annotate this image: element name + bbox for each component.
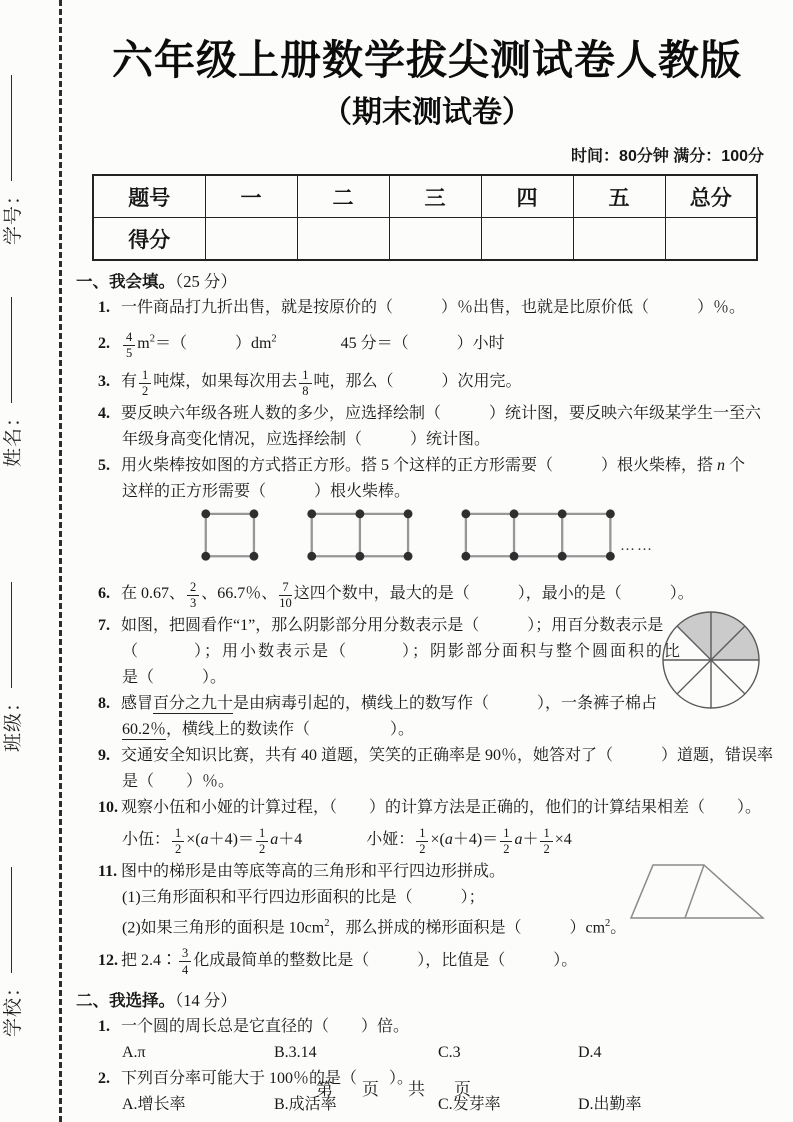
option-a: A.π <box>122 1043 146 1061</box>
sidebar-field-student-id <box>0 73 24 245</box>
option-b: B.3.14 <box>274 1043 317 1061</box>
class-label: 班级： <box>2 691 24 752</box>
question-line <box>76 401 778 427</box>
question-line: 这样的正方形需要（ ）根火柴棒。 <box>122 483 411 501</box>
score-row-label: 得分 <box>93 218 205 261</box>
question-1-7 <box>76 613 778 691</box>
name-fill-line <box>11 297 12 403</box>
score-cell <box>389 218 481 261</box>
score-table-header-row <box>93 175 757 218</box>
option-a: A.增长率 <box>122 1095 186 1113</box>
question-text: 一个圆的周长总是它直径的（ ）倍。 <box>121 1017 410 1035</box>
question-line <box>76 575 778 613</box>
question-text: 把 2.4∶ $\frac{3}{4}$ 化成最简单的整数比是（ ），比值是（ ）。 <box>121 946 578 977</box>
question-1-2 <box>76 321 778 363</box>
question-1-4 <box>76 401 778 453</box>
continuation-ellipsis: …… <box>620 538 654 555</box>
question-line: 是（ ）％。 <box>122 773 235 791</box>
question-text: 感冒百分之九十是由病毒引起的，横线上的数写作（ ），一条裤子棉占 <box>121 695 658 713</box>
score-table-header-cell: 四 <box>481 175 573 218</box>
school-fill-line <box>11 867 12 973</box>
score-table <box>92 174 758 261</box>
question-number: 6. <box>98 585 110 603</box>
score-table-header-cell: 一 <box>205 175 297 218</box>
score-table-header-cell: 题号 <box>93 175 205 218</box>
question-line: 小伍： $\frac{1}{2}$ ×(a＋4)＝ $\frac{1}{2}$ a＋4 小娅： $\frac{1}{2}$ ×(a＋4)＝ $\frac{1}{2}$ a＋ $\frac{1}{2}$ ×4 <box>122 825 572 857</box>
question-line <box>76 743 778 769</box>
score-cell <box>573 218 665 261</box>
score-table-header-cell: 三 <box>389 175 481 218</box>
question-text: 有 $\frac{1}{2}$ 吨煤，如果每次用去 $\frac{1}{8}$ 吨，那么（ ）次用完。 <box>121 367 522 399</box>
sidebar-field-school <box>0 865 24 1037</box>
paper-content <box>76 22 778 1118</box>
question-number: 2. <box>98 335 110 353</box>
question-text: $\frac{4}{5}$ $m^2=$（ ）$dm^2$ 45 分＝（ ）小时 <box>121 335 505 352</box>
question-1-9 <box>76 743 778 795</box>
student-id-fill-line <box>11 75 12 181</box>
question-number: 8. <box>98 695 110 713</box>
score-cell <box>297 218 389 261</box>
question-1-11 <box>76 859 778 941</box>
student-id-label: 学号： <box>2 184 24 245</box>
section-2-score: （14 分） <box>175 990 237 1010</box>
question-number: 5. <box>98 457 110 475</box>
question-text: 在 0.67、 $\frac{2}{3}$ 、66.7％、 $\frac{7}{10}$ 这四个数中，最大的是（ ），最小的是（ ）。 <box>121 579 694 611</box>
question-number: 11. <box>98 863 118 881</box>
question-line: 年级身高变化情况，应选择绘制（ ）统计图。 <box>122 431 491 449</box>
score-table-header-cell: 二 <box>297 175 389 218</box>
score-cell <box>205 218 297 261</box>
question-number: 7. <box>98 617 110 635</box>
question-1-6 <box>76 575 778 613</box>
class-fill-line <box>11 582 12 688</box>
question-line: 是（ ）。 <box>122 669 227 687</box>
question-number: 10. <box>98 799 118 817</box>
score-table-header-cell: 五 <box>573 175 665 218</box>
question-text: 要反映六年级各班人数的多少，应选择绘制（ ）统计图，要反映六年级某学生一至六 <box>121 405 762 423</box>
matchstick-squares-figure <box>76 508 778 573</box>
option-d: D.出勤率 <box>578 1095 642 1113</box>
page-subtitle: （期末测试卷） <box>322 96 532 129</box>
score-table-header-cell: 总分 <box>665 175 757 218</box>
section-2-title: 二、我选择。 <box>76 990 175 1010</box>
question-number: 4. <box>98 405 110 423</box>
section-1-title: 一、我会填。 <box>76 272 175 291</box>
question-1-12 <box>76 942 778 980</box>
exam-time-score-info: 时间：80分钟 满分：100分 <box>571 148 764 165</box>
option-d: D.4 <box>578 1043 602 1061</box>
question-line: (2)如果三角形的面积是 $10cm^2$，那么拼成的梯形面积是（ ）$cm^2$。 <box>122 918 627 937</box>
question-text: 图中的梯形是由等底等高的三角形和平行四边形拼成。 <box>121 863 506 881</box>
question-number: 2. <box>98 1069 110 1087</box>
school-label: 学校： <box>2 976 24 1037</box>
score-table-score-row <box>93 218 757 261</box>
page-title: 六年级上册数学拔尖测试卷人教版 <box>112 37 742 83</box>
question-line <box>76 691 778 717</box>
question-line: （ ）；用小数表示是（ ）；阴影部分面积与整个圆面积的比 <box>122 643 683 661</box>
option-c: C.发芽率 <box>438 1095 501 1113</box>
question-number: 1. <box>98 1017 110 1035</box>
question-text: 用火柴棒按如图的方式搭正方形。搭 5 个这样的正方形需要（ ）根火柴棒，搭 n 个 <box>121 457 746 475</box>
question-number: 9. <box>98 747 110 765</box>
section-2-heading <box>76 987 778 1014</box>
question-number: 12. <box>98 951 118 969</box>
question-number: 1. <box>98 299 110 316</box>
trapezoid-figure-drawing <box>628 860 766 922</box>
section-1-heading <box>76 268 778 295</box>
trapezoid-figure <box>628 860 766 922</box>
options-row <box>76 1040 778 1066</box>
question-text: 一件商品打九折出售，就是按原价的（ ）％出售，也就是比原价低（ ）％。 <box>121 299 746 316</box>
question-text: 下列百分率可能大于 100％的是（ ）。 <box>121 1069 414 1087</box>
score-cell <box>665 218 757 261</box>
question-line <box>76 1014 778 1040</box>
question-1-10 <box>76 795 778 859</box>
matchstick-figure-drawing <box>200 508 620 564</box>
question-line: (1)三角形面积和平行四边形面积的比是（ ）； <box>122 889 485 907</box>
margin-dashed-separator <box>59 0 62 1122</box>
question-text: 交通安全知识比赛，共有 40 道题，笑笑的正确率是 90％，她答对了（ ）道题，错误率 <box>121 747 774 765</box>
option-c: C.3 <box>438 1043 461 1061</box>
question-line <box>76 795 778 821</box>
question-2-1 <box>76 1014 778 1066</box>
question-line <box>76 942 778 980</box>
question-1-3 <box>76 363 778 401</box>
sidebar-field-class <box>0 580 24 752</box>
question-line <box>76 321 778 363</box>
score-cell <box>481 218 573 261</box>
section-1-score: （25 分） <box>175 272 237 291</box>
question-line <box>76 363 778 401</box>
footer-page-label: 第 页 共 页 <box>316 1080 477 1099</box>
question-1-1 <box>76 295 778 321</box>
question-line <box>76 453 778 479</box>
question-text: 如图，把圆看作“1”，那么阴影部分用分数表示是（ ）；用百分数表示是 <box>121 617 664 635</box>
question-line: 60.2％，横线上的数读作（ ）。 <box>122 721 415 739</box>
question-1-8 <box>76 691 778 743</box>
question-text: 观察小伍和小娅的计算过程，（ ）的计算方法是正确的，他们的计算结果相差（ ）。 <box>121 799 762 817</box>
question-line <box>76 295 778 321</box>
sidebar-field-name <box>0 295 24 467</box>
option-b: B.成活率 <box>274 1095 337 1113</box>
name-label: 姓名： <box>2 406 24 467</box>
question-1-5 <box>76 453 778 573</box>
question-number: 3. <box>98 373 110 391</box>
